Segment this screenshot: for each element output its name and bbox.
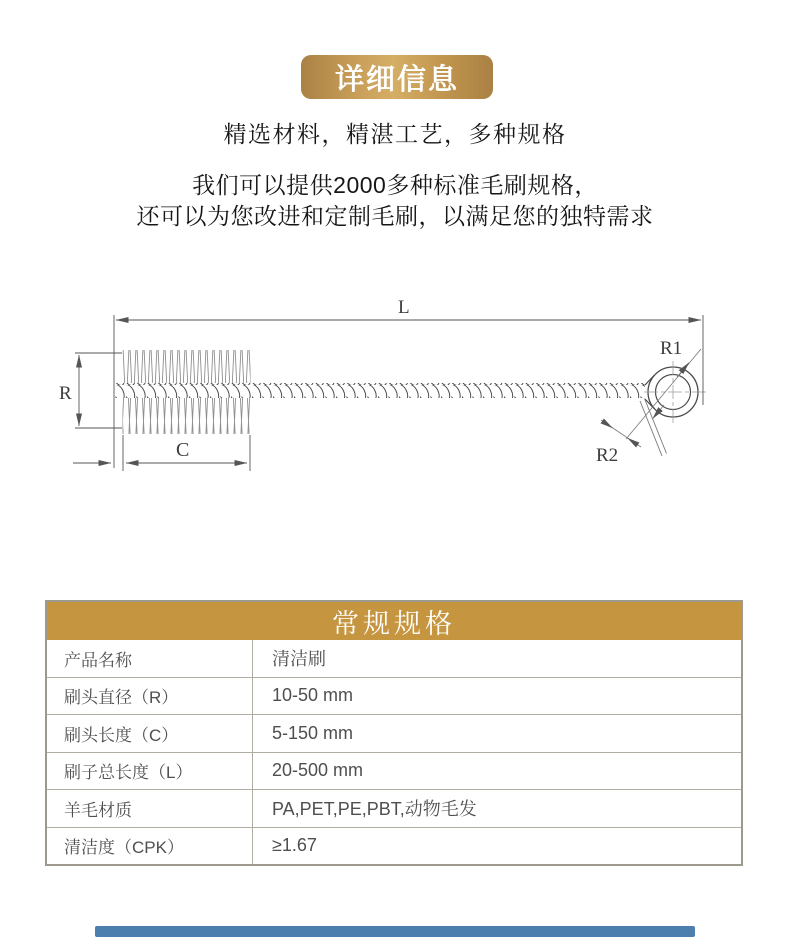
label-R: R bbox=[59, 383, 72, 404]
table-row bbox=[47, 752, 741, 790]
twisted-wire-shaft bbox=[114, 383, 645, 398]
product-tagline: 精选材料，精湛工艺，多种规格 bbox=[223, 121, 567, 147]
spec-label: 刷头直径（R） bbox=[47, 678, 253, 715]
dimension-R2 bbox=[601, 420, 641, 447]
label-L: L bbox=[398, 297, 410, 318]
table-row bbox=[47, 677, 741, 715]
spec-value: 5-150 mm bbox=[272, 722, 354, 743]
label-R2: R2 bbox=[596, 445, 619, 466]
spec-value: 10-50 mm bbox=[272, 685, 354, 706]
section-title-badge bbox=[301, 55, 493, 99]
intro-paragraph bbox=[0, 170, 790, 232]
section-title: 详细信息 bbox=[334, 63, 459, 96]
label-R1: R1 bbox=[660, 338, 683, 359]
spec-value: 20-500 mm bbox=[272, 760, 364, 781]
bottom-section-divider bbox=[95, 926, 695, 937]
spec-label: 刷子总长度（L） bbox=[47, 753, 253, 790]
dimension-C bbox=[73, 435, 250, 471]
table-row bbox=[47, 827, 741, 865]
intro-line-2: 还可以为您改进和定制毛刷，以满足您的独特需求 bbox=[136, 203, 654, 229]
intro-line-1: 我们可以提供2000多种标准毛刷规格， bbox=[192, 172, 598, 198]
table-row bbox=[47, 640, 741, 677]
label-C: C bbox=[176, 439, 190, 461]
table-row bbox=[47, 714, 741, 752]
spec-label: 产品名称 bbox=[47, 640, 253, 677]
spec-table-title: 常规规格 bbox=[332, 608, 456, 639]
spec-label: 刷头长度（C） bbox=[47, 715, 253, 752]
table-row bbox=[47, 789, 741, 827]
spec-table bbox=[45, 600, 743, 866]
spec-table-header bbox=[47, 602, 741, 640]
spec-value: 清洁刷 bbox=[272, 649, 326, 670]
spec-value: PA,PET,PE,PBT,动物毛发 bbox=[272, 799, 477, 820]
spec-value: ≥1.67 bbox=[272, 835, 317, 856]
spec-label: 羊毛材质 bbox=[47, 790, 253, 827]
spec-label: 清洁度（CPK） bbox=[47, 828, 253, 865]
brush-technical-drawing bbox=[0, 295, 790, 480]
